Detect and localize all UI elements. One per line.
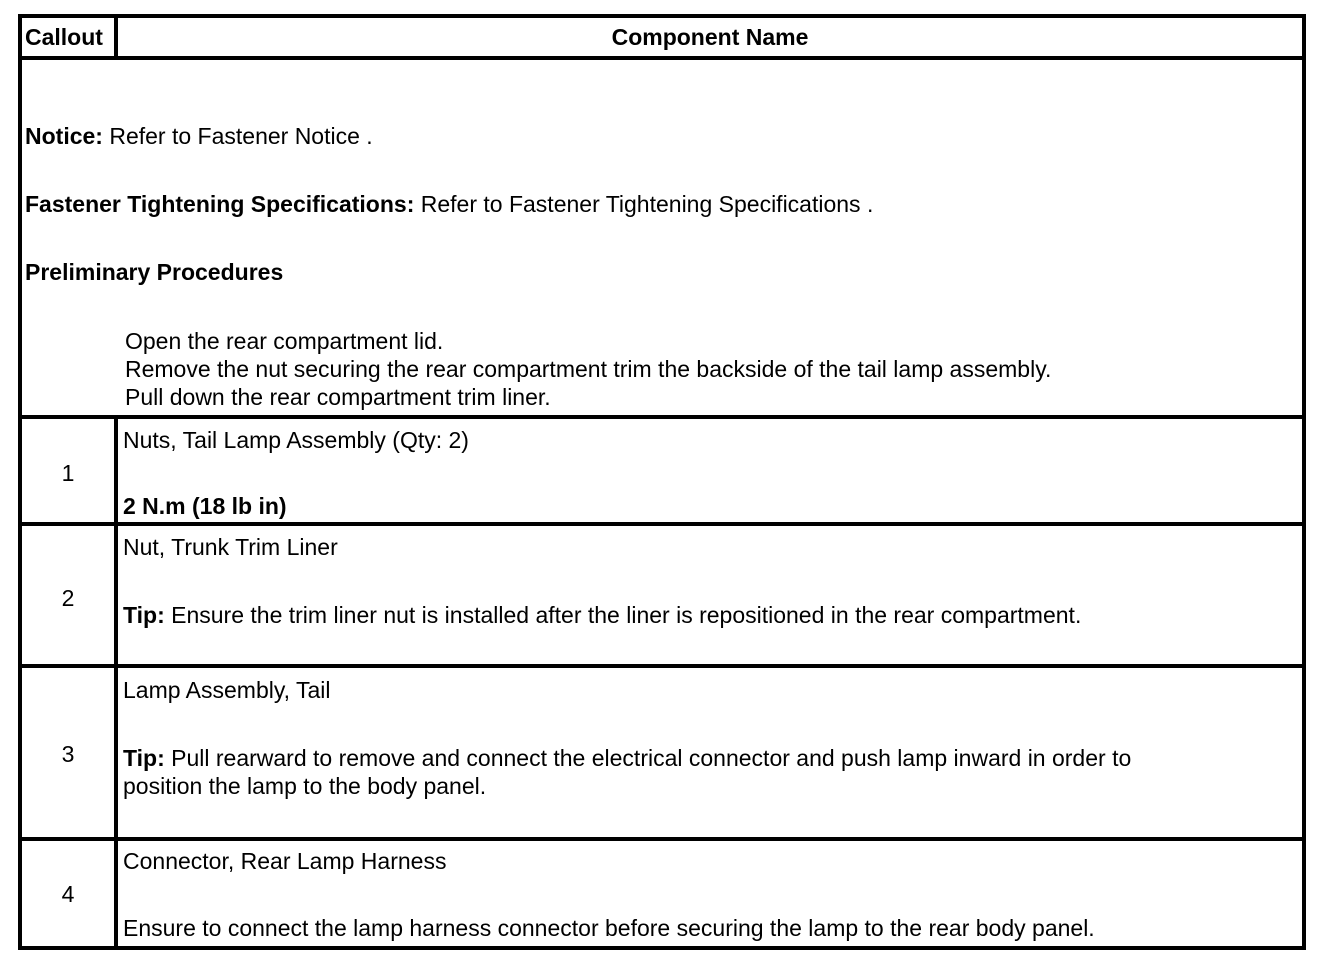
spec-text: Refer to Fastener Tightening Specifications . xyxy=(414,191,874,217)
row3-name: Lamp Assembly, Tail xyxy=(123,677,331,703)
notice-label: Notice: xyxy=(25,123,103,149)
row3-tip xyxy=(123,744,1131,772)
row2-divider xyxy=(22,664,1302,668)
rows-column-divider xyxy=(114,419,118,950)
spec-line xyxy=(25,190,873,218)
row2-tip-text: Ensure the trim liner nut is installed after the liner is repositioned in the rear compartment. xyxy=(164,602,1082,628)
preliminary-title: Preliminary Procedures xyxy=(25,259,284,285)
row1-callout: 1 xyxy=(61,460,75,486)
row2-name: Nut, Trunk Trim Liner xyxy=(123,534,338,560)
row3-tip-line2: position the lamp to the body panel. xyxy=(123,773,487,799)
header-callout: Callout xyxy=(25,24,103,50)
notice-line xyxy=(25,122,373,150)
row4-note: Ensure to connect the lamp harness connector before securing the lamp to the rear body panel. xyxy=(123,915,1095,941)
row1-name: Nuts, Tail Lamp Assembly (Qty: 2) xyxy=(123,427,469,453)
component-table xyxy=(18,14,1306,950)
row2-tip xyxy=(123,601,1081,629)
row1-torque-spec: 2 N.m (18 lb in) xyxy=(123,493,287,519)
row3-tip-line1: Pull rearward to remove and connect the electrical connector and push lamp inward in order to xyxy=(164,745,1132,771)
prelim-step-1: Open the rear compartment lid. xyxy=(125,328,444,354)
row2-tip-label: Tip: xyxy=(123,602,165,628)
prelim-step-2: Remove the nut securing the rear compartment trim the backside of the tail lamp assembly. xyxy=(125,356,1052,382)
row3-divider xyxy=(22,837,1302,841)
header-divider xyxy=(22,56,1302,60)
header-component-name: Component Name xyxy=(611,24,809,50)
spec-label: Fastener Tightening Specifications: xyxy=(25,191,415,217)
row3-tip-label: Tip: xyxy=(123,745,165,771)
row4-callout: 4 xyxy=(61,881,75,907)
row3-callout: 3 xyxy=(61,741,75,767)
row4-name: Connector, Rear Lamp Harness xyxy=(123,848,447,874)
row1-divider xyxy=(22,522,1302,526)
intro-divider xyxy=(22,415,1302,419)
row2-callout: 2 xyxy=(61,585,75,611)
prelim-step-3: Pull down the rear compartment trim liner. xyxy=(125,384,551,410)
notice-text: Refer to Fastener Notice . xyxy=(102,123,373,149)
